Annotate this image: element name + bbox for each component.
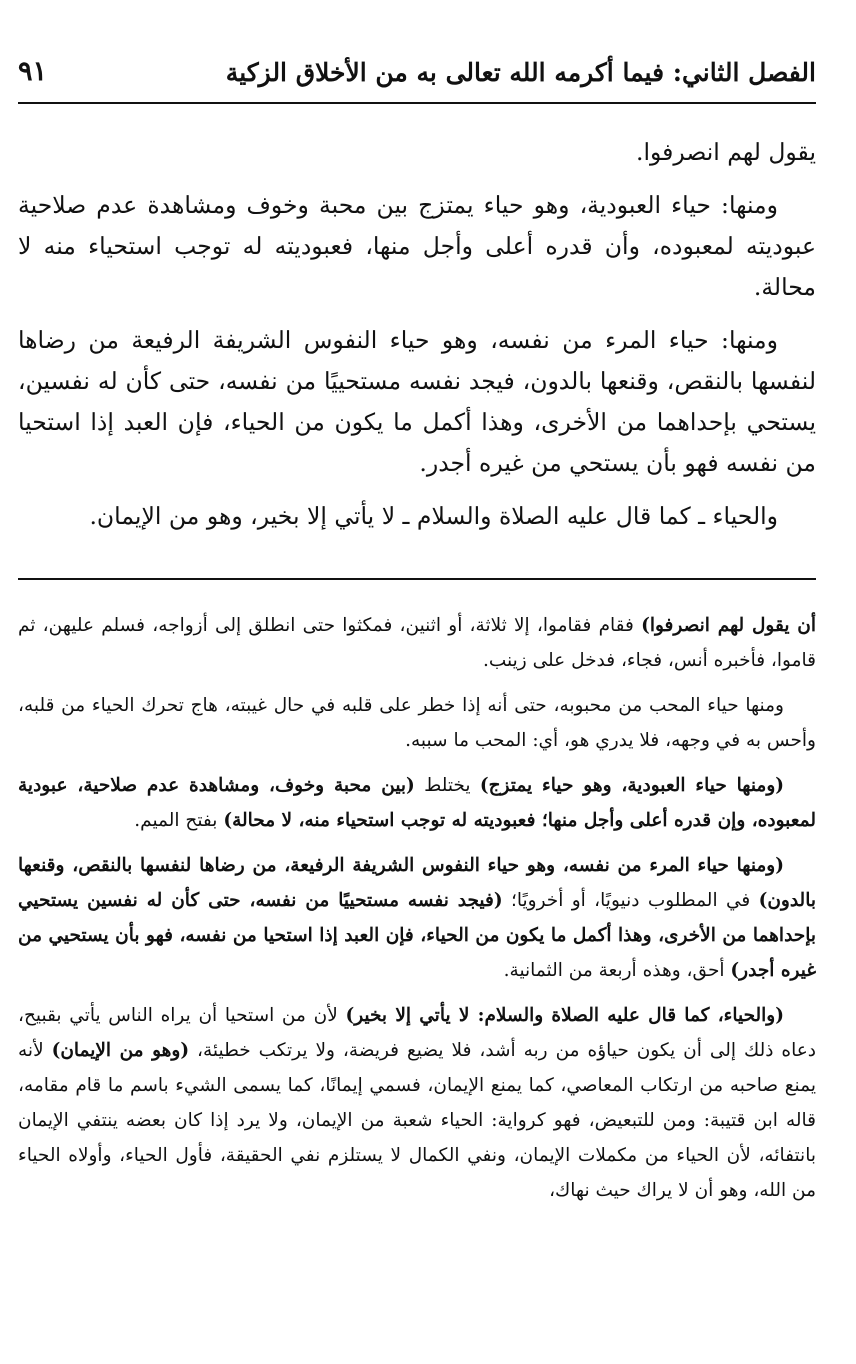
commentary-text: ومنها حياء المحب من محبوبه، حتى أنه إذا خطر على قلبه في حال غيبته، هاج تحرك الحياء من قلبه، وأحس به في وجهه، فلا يدري هو، أي: المحب ما سببه. (18, 695, 816, 751)
commentary-paragraph-5 (18, 998, 816, 1208)
commentary-text: لأنه يمنع صاحبه من ارتكاب المعاصي، كما يمنع الإيمان، فسمي إيمانًا، كما يسمى الشيء باسم ما قام مقامه، قاله ابن قتيبة: ومن للتبعيض، فهو كرواية: الحياء شعبة من الإيمان، ولا يرد إذا كان بعضه ينتفي الإيمان بانتفائه، لأن الحياء من مكملات الإيمان، ونفي الكمال لا يستلزم نفي الحقيقة، فأول الحياء، وأولاه الحياء من الله، وهو أن لا يراك حيث نهاك، (18, 1040, 816, 1201)
commentary-text: في المطلوب دنيويًا، أو أخرويًا؛ (502, 890, 759, 911)
main-paragraph-1: يقول لهم انصرفوا. (635, 138, 816, 166)
commentary-quote: (ومنها حياء العبودية، وهو حياء يمتزج) (479, 775, 785, 796)
commentary-text: فقام فقاموا، إلا ثلاثة، أو اثنين، فمكثوا حتى انطلق إلى أزواجه، فسلم عليهن، ثم قاموا، فأخبره أنس، فجاء، فدخل على زينب. (18, 615, 816, 671)
commentary-paragraph-4 (18, 848, 816, 988)
commentary-quote: (بين محبة وخوف، ومشاهدة عدم صلاحية، عبودية لمعبوده، وإن قدره أعلى وأجل منها؛ فعبوديته له توجب استحياء منه، لا محالة) (18, 775, 816, 831)
page-header (18, 52, 816, 104)
main-paragraph-4: والحياء ـ كما قال عليه الصلاة والسلام ـ لا يأتي إلا بخير، وهو من الإيمان. (89, 502, 778, 530)
commentary-text: يختلط (414, 775, 480, 796)
commentary-paragraph-2 (18, 688, 816, 758)
commentary (18, 608, 816, 1218)
commentary-paragraph-3 (18, 768, 816, 838)
footnote-divider (18, 578, 816, 580)
commentary-quote: (ومنها حياء المرء من نفسه، وهو حياء النفوس الشريفة الرفيعة، من رضاها لنفسها بالنقص، وقنعها بالدون) (18, 855, 816, 911)
commentary-text: بفتح الميم. (134, 810, 224, 831)
commentary-quote: أن يقول لهم انصرفوا) (641, 615, 816, 636)
commentary-text: لأن من استحيا أن يراه الناس يأتي بقبيح، دعاه ذلك إلى أن يكون حياؤه من ربه أشد، فلا يضيع فريضة، ولا يرتكب خطيئة، (18, 1005, 816, 1061)
commentary-quote: (وهو من الإيمان) (51, 1040, 190, 1061)
main-paragraph-3: ومنها: حياء المرء من نفسه، وهو حياء النفوس الشريفة الرفيعة من رضاها لنفسها بالنقص، وقنعها بالدون، فيجد نفسه مستحييًا من نفسه، حتى كأن له نفسين، يستحي بإحداهما من الأخرى، وهذا أكمل ما يكون من الحياء، فإن العبد إذا استحيا من نفسه فهو بأن يستحي من غيره أجدر. (18, 326, 816, 477)
commentary-paragraph-1 (18, 608, 816, 678)
page-number: ٩١ (18, 56, 48, 87)
commentary-quote: (والحياء، كما قال عليه الصلاة والسلام: لا يأتي إلا بخير) (345, 1005, 784, 1026)
chapter-title: الفصل الثاني: فيما أكرمه الله تعالى به من الأخلاق الزكية (225, 58, 816, 87)
main-text (18, 132, 816, 549)
main-paragraph-2: ومنها: حياء العبودية، وهو حياء يمتزج بين محبة وخوف ومشاهدة عدم صلاحية عبوديته لمعبوده، وأن قدره أعلى وأجل منها، فعبوديته له توجب استحياء منه لا محالة. (18, 191, 816, 301)
commentary-quote: (فيجد نفسه مستحييًا من نفسه، حتى كأن له نفسين يستحيي بإحداهما من الأخرى، وهذا أكمل ما يكون من الحياء، فإن العبد إذا استحيا من نفسه، فهو بأن يستحيي من غيره أجدر) (18, 890, 816, 981)
commentary-text: أحق، وهذه أربعة من الثمانية. (503, 960, 731, 981)
